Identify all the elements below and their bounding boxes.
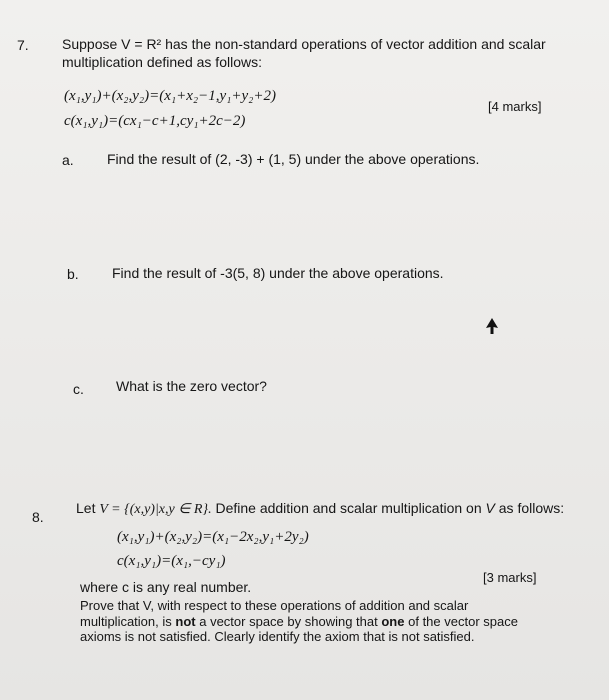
question-8-prove-line2-part-b: a vector space by showing that (199, 614, 378, 629)
question-8-intro-v: V (485, 500, 495, 516)
question-8-prove-line2-part-a: multiplication, is (80, 614, 172, 629)
question-7-addition-equation: (x₁,y₁)+(x₂,y₂)=(x₁+x₂−1,y₁+y₂+2) (64, 88, 276, 104)
question-8-intro (76, 500, 564, 518)
question-7-marks: [4 marks] (488, 99, 542, 114)
question-7a-label: a. (62, 152, 74, 168)
question-7b-text: Find the result of -3(5, 8) under the above operations. (112, 265, 444, 281)
question-7-intro-line1: Suppose V = R² has the non-standard operations of vector addition and scalar (62, 36, 546, 52)
question-8-prove-line1: Prove that V, with respect to these operations of addition and scalar (80, 598, 469, 613)
question-8-prove-line3: axioms is not satisfied. Clearly identify the axiom that is not satisfied. (80, 629, 475, 644)
question-7a-text: Find the result of (2, -3) + (1, 5) under the above operations. (107, 151, 480, 167)
question-7-scalar-equation: c(x₁,y₁)=(cx₁−c+1,cy₁+2c−2) (64, 113, 246, 129)
question-7b-label: b. (67, 266, 79, 282)
question-8-prove-line2-part-c: of the vector space (408, 614, 518, 629)
question-8-prove-line2-one: one (381, 614, 405, 629)
question-7-intro-line2: multiplication defined as follows: (62, 54, 262, 70)
question-7c-text: What is the zero vector? (116, 378, 267, 394)
question-8-marks: [3 marks] (483, 570, 537, 585)
question-8-intro-prefix: Let (76, 500, 96, 516)
question-8-set-definition: V = {(x,y)|x,y ∈ R}. (99, 502, 212, 517)
question-8-intro-rest: Define addition and scalar multiplication on (215, 500, 482, 516)
question-8-where-line: where c is any real number. (80, 579, 252, 595)
mouse-cursor-icon (486, 318, 498, 334)
question-8-scalar-equation: c(x₁,y₁)=(x₁,−cy₁) (117, 553, 226, 569)
question-8-prove-line2 (80, 614, 518, 629)
question-8-intro-end: as follows: (498, 500, 565, 516)
question-7-number: 7. (17, 37, 29, 53)
question-7c-label: c. (73, 381, 84, 397)
question-8-prove-line2-not: not (175, 614, 196, 629)
question-8-addition-equation: (x₁,y₁)+(x₂,y₂)=(x₁−2x₂,y₁+2y₂) (117, 529, 309, 545)
question-8-number: 8. (32, 509, 44, 525)
